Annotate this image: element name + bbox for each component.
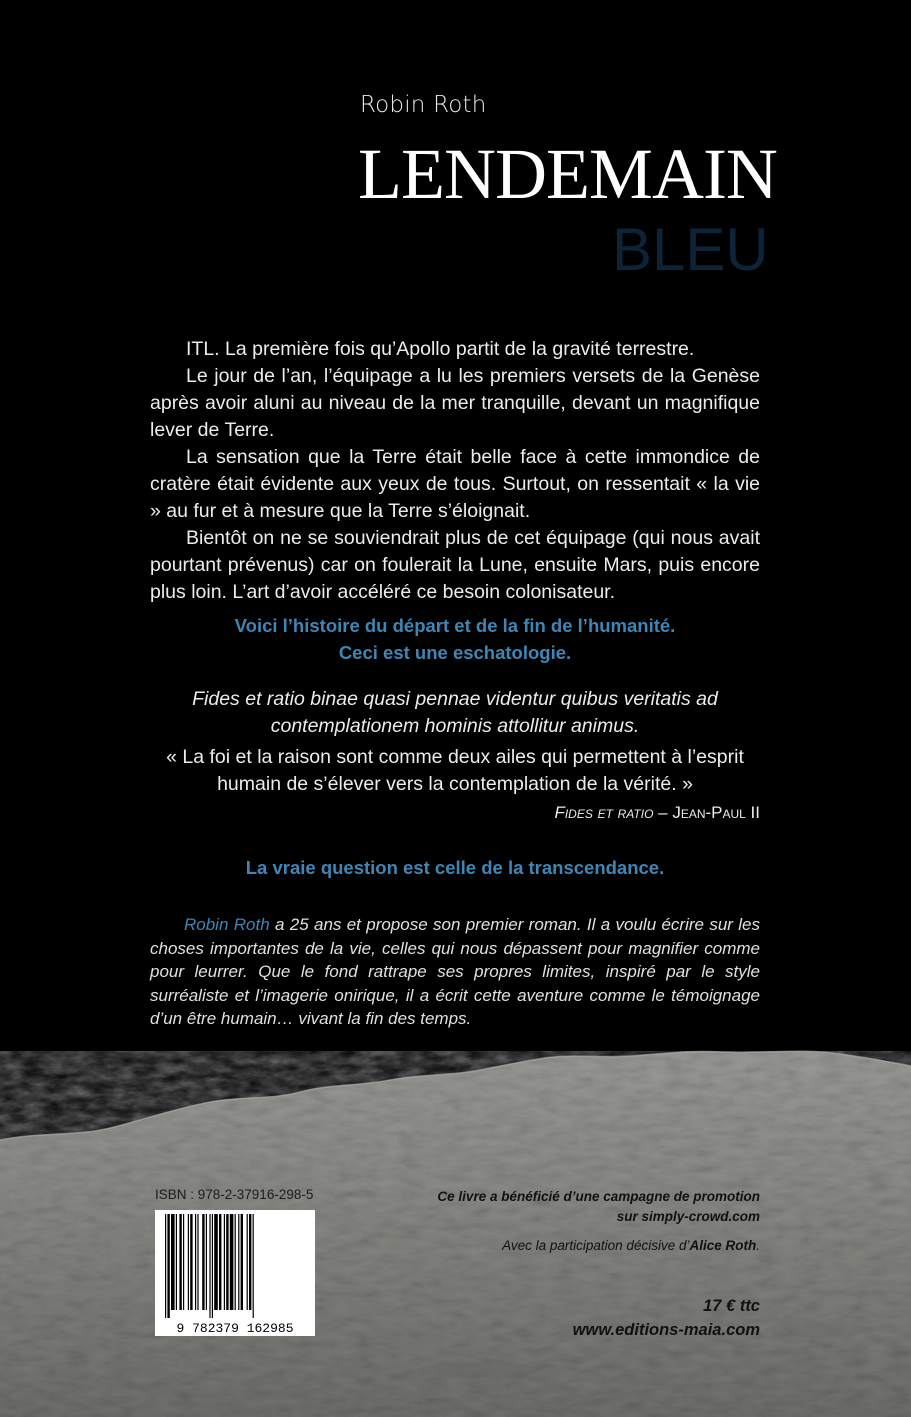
barcode-bar <box>241 1214 243 1310</box>
closing-tagline: La vraie question est celle de la transcendance. <box>245 857 665 878</box>
barcode-bar <box>230 1214 234 1310</box>
participation-suffix: . <box>756 1238 760 1253</box>
synopsis-paragraph: ITL. La première fois qu’Apollo partit de la gravité terrestre. <box>186 338 695 360</box>
attribution-dash: – <box>653 803 673 822</box>
barcode-bar <box>206 1214 207 1310</box>
barcode-bar <box>183 1214 184 1310</box>
barcode-bar <box>176 1214 177 1310</box>
barcode-bar <box>202 1214 204 1310</box>
french-quote-line-1: « La foi et la raison sont comme deux ailes qui permettent à l’esprit <box>166 746 744 768</box>
barcode-bar <box>195 1214 196 1310</box>
barcode-bar <box>179 1214 181 1310</box>
tagline-line-1: Voici l’histoire du départ et de la fin de l’humanité. <box>234 615 676 636</box>
quote-attribution <box>450 803 760 823</box>
isbn: ISBN : 978-2-37916-298-5 <box>155 1187 314 1202</box>
barcode-bar <box>214 1214 218 1310</box>
barcode-bar <box>238 1214 239 1310</box>
promotion-notice <box>380 1187 760 1227</box>
publisher-website: www.editions-maia.com <box>572 1321 760 1339</box>
attribution-author: Jean-Paul II <box>672 803 760 822</box>
barcode-bar <box>224 1214 225 1310</box>
author-name: Robin Roth <box>360 92 487 118</box>
attribution-work: Fides et ratio <box>554 803 654 822</box>
barcode-digits: 9 782379 162985 <box>176 1321 294 1336</box>
barcode-bar <box>197 1214 198 1310</box>
participation-notice <box>380 1238 760 1253</box>
barcode-bar <box>165 1214 166 1318</box>
french-quote-line-2: humain de s’élever vers la contemplation de la vérité. » <box>217 773 693 795</box>
barcode-bar <box>226 1214 228 1310</box>
barcode-bar <box>253 1214 254 1318</box>
bio-author-name: Robin Roth <box>184 915 270 934</box>
barcode-bar <box>235 1214 236 1310</box>
price-block <box>380 1294 760 1342</box>
barcode-bar <box>249 1214 251 1310</box>
latin-quote-line-1: Fides et ratio binae quasi pennae videntur quibus veritatis ad <box>192 688 718 710</box>
barcode-bar <box>209 1214 210 1318</box>
barcode-bar <box>188 1214 189 1310</box>
barcode-bar <box>190 1214 192 1310</box>
author-bio <box>150 913 760 1031</box>
price: 17 € ttc <box>703 1297 760 1315</box>
barcode-bar <box>212 1214 213 1318</box>
synopsis <box>150 336 760 606</box>
synopsis-paragraph: Le jour de l’an, l’équipage a lu les premiers versets de la Genèse après avoir aluni au niveau de la mer tranquille, devant un magnifique lever de Terre. <box>150 365 760 441</box>
barcode-bar <box>247 1214 248 1310</box>
latin-quote <box>150 686 760 740</box>
bio-text: a 25 ans et propose son premier roman. Il a voulu écrire sur les choses importantes de la vie, celles qui nous dépassent pour magnifier comme pour leurrer. Que le fond rattrape ses propres limites, inspiré par le style surréaliste et l’imagerie onirique, il a écrit cette aventure comme le témoignage d’un être humain… vivant la fin des temps. <box>150 915 760 1028</box>
barcode-bar <box>219 1214 221 1310</box>
tagline <box>150 612 760 666</box>
french-quote <box>150 744 760 798</box>
book-subtitle: BLEU <box>612 216 769 283</box>
latin-quote-line-2: contemplationem hominis attollitur animus. <box>270 715 640 737</box>
participation-prefix: Avec la participation décisive d’ <box>502 1238 690 1253</box>
barcode-bar <box>171 1214 175 1310</box>
synopsis-paragraph: Bientôt on ne se souviendrait plus de cet équipage (qui nous avait pourtant prévenus) car on foulerait la Lune, ensuite Mars, puis encore plus loin. L’art d’avoir accéléré ce besoin colonisateur. <box>150 527 760 603</box>
promotion-line-2: sur simply-crowd.com <box>616 1209 760 1224</box>
participation-name: Alice Roth <box>689 1238 757 1253</box>
promotion-line-1: Ce livre a bénéficié d’une campagne de promotion <box>437 1189 760 1204</box>
moon-surface-image <box>0 1040 911 1417</box>
synopsis-paragraph: La sensation que la Terre était belle face à cette immondice de cratère était évidente aux yeux de tous. Surtout, on ressentait « la vie » au fur et à mesure que la Terre s’éloignait. <box>150 446 760 522</box>
barcode-bar <box>167 1214 169 1318</box>
book-title: LENDEMAIN <box>358 134 777 214</box>
barcode-image <box>155 1210 315 1336</box>
tagline-line-2: Ceci est une eschatologie. <box>338 642 572 663</box>
